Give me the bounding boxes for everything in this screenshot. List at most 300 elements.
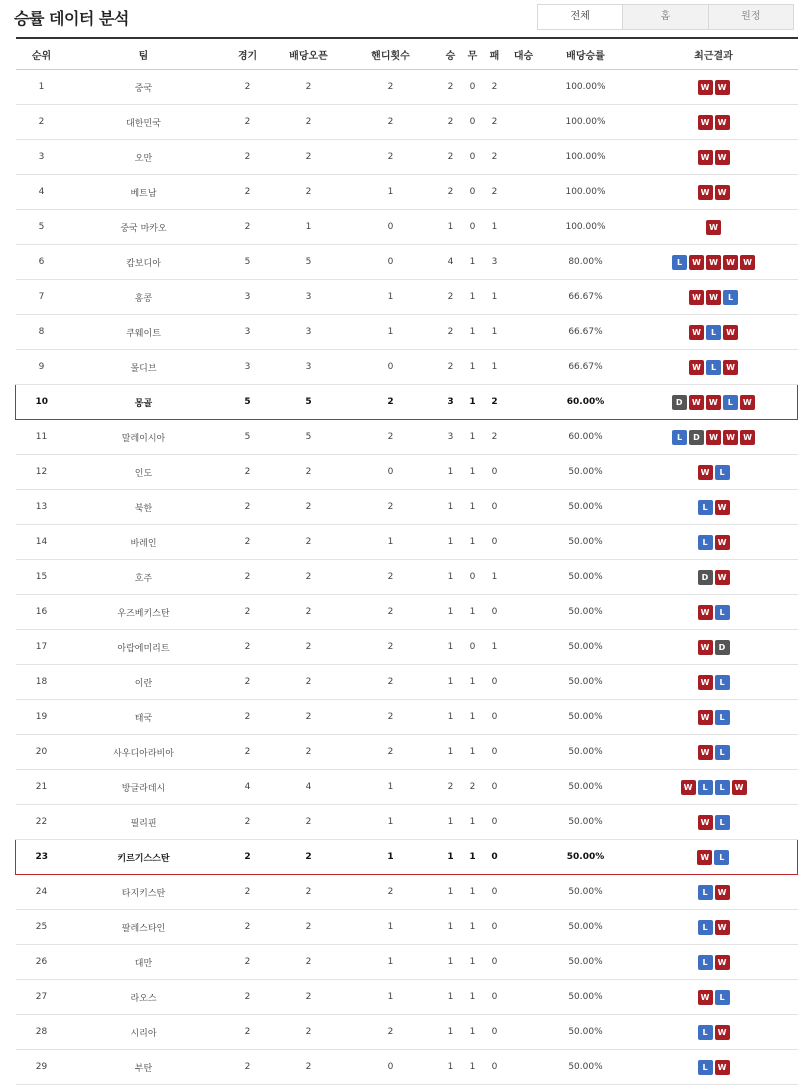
result-badge: W <box>689 395 704 410</box>
team-cell: 호주 <box>68 560 220 595</box>
result-badge: D <box>698 570 713 585</box>
handicap-count-cell: 2 <box>342 105 440 140</box>
recent-results-cell <box>630 980 798 1015</box>
odds-win-rate-cell: 50.00% <box>542 910 630 945</box>
table-row <box>16 140 798 175</box>
draw-cell: 0 <box>462 70 484 105</box>
rank-cell: 1 <box>16 70 68 105</box>
result-badge: L <box>715 780 730 795</box>
result-badge: L <box>715 815 730 830</box>
win-cell: 2 <box>440 315 462 350</box>
handicap-count-cell: 1 <box>342 980 440 1015</box>
handicap-count-cell: 0 <box>342 350 440 385</box>
rank-cell: 18 <box>16 665 68 700</box>
loss-cell: 0 <box>484 875 506 910</box>
games-cell: 2 <box>220 945 276 980</box>
result-badge: L <box>706 360 721 375</box>
big-win-cell <box>506 700 542 735</box>
table-row <box>16 420 798 455</box>
big-win-cell <box>506 945 542 980</box>
result-badge: D <box>689 430 704 445</box>
win-cell: 4 <box>440 245 462 280</box>
odds-win-rate-cell: 50.00% <box>542 735 630 770</box>
draw-cell: 1 <box>462 945 484 980</box>
odds-win-rate-cell: 50.00% <box>542 945 630 980</box>
result-badge: L <box>715 990 730 1005</box>
table-body <box>16 70 798 1085</box>
tab-away[interactable]: 원정 <box>708 5 793 29</box>
team-cell: 우즈베키스탄 <box>68 595 220 630</box>
team-cell: 중국 마카오 <box>68 210 220 245</box>
handicap-count-cell: 2 <box>342 735 440 770</box>
odds-win-rate-cell: 50.00% <box>542 980 630 1015</box>
recent-results-cell <box>630 595 798 630</box>
handicap-count-cell: 2 <box>342 595 440 630</box>
recent-results-cell <box>630 70 798 105</box>
table-row <box>16 735 798 770</box>
win-cell: 1 <box>440 1015 462 1050</box>
team-cell: 북한 <box>68 490 220 525</box>
rank-cell: 22 <box>16 805 68 840</box>
odds-win-rate-cell: 100.00% <box>542 70 630 105</box>
handicap-count-cell: 1 <box>342 525 440 560</box>
big-win-cell <box>506 280 542 315</box>
loss-cell: 2 <box>484 175 506 210</box>
recent-results-cell <box>630 350 798 385</box>
result-badge: L <box>714 850 729 865</box>
odds-open-cell: 3 <box>276 350 342 385</box>
team-cell: 필리핀 <box>68 805 220 840</box>
odds-open-cell: 2 <box>276 490 342 525</box>
games-cell: 2 <box>220 1050 276 1085</box>
rank-cell: 21 <box>16 770 68 805</box>
result-badge: W <box>740 255 755 270</box>
win-cell: 2 <box>440 350 462 385</box>
result-badge: W <box>715 535 730 550</box>
odds-win-rate-cell: 100.00% <box>542 210 630 245</box>
table-row <box>16 630 798 665</box>
games-cell: 2 <box>220 700 276 735</box>
odds-open-cell: 2 <box>276 805 342 840</box>
rank-cell: 19 <box>16 700 68 735</box>
team-cell: 몰디브 <box>68 350 220 385</box>
handicap-count-cell: 2 <box>342 490 440 525</box>
win-cell: 1 <box>440 560 462 595</box>
result-badge: W <box>715 885 730 900</box>
result-badge: W <box>706 430 721 445</box>
result-badge: W <box>723 325 738 340</box>
team-cell: 키르기스스탄 <box>68 840 220 875</box>
table-row <box>16 315 798 350</box>
draw-cell: 1 <box>462 980 484 1015</box>
table-row <box>16 385 798 420</box>
odds-win-rate-cell: 50.00% <box>542 455 630 490</box>
big-win-cell <box>506 980 542 1015</box>
win-cell: 2 <box>440 105 462 140</box>
big-win-cell <box>506 805 542 840</box>
handicap-count-cell: 2 <box>342 665 440 700</box>
games-cell: 2 <box>220 630 276 665</box>
result-badge: L <box>698 955 713 970</box>
team-cell: 아랍에미리트 <box>68 630 220 665</box>
result-badge: W <box>697 850 712 865</box>
handicap-count-cell: 2 <box>342 70 440 105</box>
loss-cell: 0 <box>484 805 506 840</box>
big-win-cell <box>506 455 542 490</box>
recent-results-cell <box>630 630 798 665</box>
loss-cell: 0 <box>484 525 506 560</box>
win-cell: 1 <box>440 875 462 910</box>
recent-results-cell <box>630 840 798 875</box>
odds-win-rate-cell: 50.00% <box>542 700 630 735</box>
result-badge: W <box>715 955 730 970</box>
loss-cell: 2 <box>484 105 506 140</box>
result-badge: W <box>698 150 713 165</box>
odds-win-rate-cell: 50.00% <box>542 770 630 805</box>
recent-results-cell <box>630 315 798 350</box>
rank-cell: 26 <box>16 945 68 980</box>
win-cell: 2 <box>440 770 462 805</box>
table-row <box>16 210 798 245</box>
handicap-count-cell: 0 <box>342 245 440 280</box>
loss-cell: 1 <box>484 630 506 665</box>
odds-open-cell: 2 <box>276 595 342 630</box>
col-odds-open: 배당오픈 <box>276 38 342 70</box>
result-badge: W <box>732 780 747 795</box>
win-cell: 1 <box>440 630 462 665</box>
odds-open-cell: 2 <box>276 105 342 140</box>
rank-cell: 16 <box>16 595 68 630</box>
win-cell: 1 <box>440 210 462 245</box>
rank-cell: 8 <box>16 315 68 350</box>
table-row <box>16 280 798 315</box>
win-cell: 1 <box>440 490 462 525</box>
draw-cell: 1 <box>462 280 484 315</box>
recent-results-cell <box>630 735 798 770</box>
col-loss: 패 <box>484 38 506 70</box>
result-badge: L <box>698 885 713 900</box>
rank-cell: 7 <box>16 280 68 315</box>
handicap-count-cell: 0 <box>342 210 440 245</box>
loss-cell: 0 <box>484 700 506 735</box>
odds-open-cell: 2 <box>276 700 342 735</box>
recent-results-cell <box>630 525 798 560</box>
team-cell: 오만 <box>68 140 220 175</box>
result-badge: D <box>715 640 730 655</box>
result-badge: L <box>698 535 713 550</box>
handicap-count-cell: 1 <box>342 770 440 805</box>
col-recent-results: 최근결과 <box>630 38 798 70</box>
result-badge: L <box>715 605 730 620</box>
big-win-cell <box>506 1015 542 1050</box>
loss-cell: 0 <box>484 595 506 630</box>
team-cell: 라오스 <box>68 980 220 1015</box>
team-cell: 말레이시아 <box>68 420 220 455</box>
result-badge: W <box>706 290 721 305</box>
rank-cell: 4 <box>16 175 68 210</box>
col-odds-win-rate: 배당승률 <box>542 38 630 70</box>
team-cell: 바레인 <box>68 525 220 560</box>
games-cell: 2 <box>220 805 276 840</box>
win-cell: 1 <box>440 665 462 700</box>
rank-cell: 20 <box>16 735 68 770</box>
handicap-count-cell: 2 <box>342 385 440 420</box>
big-win-cell <box>506 245 542 280</box>
result-badge: W <box>698 675 713 690</box>
loss-cell: 0 <box>484 490 506 525</box>
col-games: 경기 <box>220 38 276 70</box>
result-badge: W <box>715 500 730 515</box>
team-cell: 태국 <box>68 700 220 735</box>
games-cell: 2 <box>220 490 276 525</box>
result-badge: W <box>698 640 713 655</box>
big-win-cell <box>506 140 542 175</box>
games-cell: 3 <box>220 280 276 315</box>
rank-cell: 6 <box>16 245 68 280</box>
odds-open-cell: 2 <box>276 980 342 1015</box>
result-badge: L <box>698 920 713 935</box>
big-win-cell <box>506 175 542 210</box>
odds-open-cell: 2 <box>276 735 342 770</box>
handicap-count-cell: 1 <box>342 175 440 210</box>
result-badge: L <box>672 430 687 445</box>
recent-results-cell <box>630 210 798 245</box>
rank-cell: 14 <box>16 525 68 560</box>
team-cell: 타지키스탄 <box>68 875 220 910</box>
odds-open-cell: 2 <box>276 1050 342 1085</box>
draw-cell: 0 <box>462 560 484 595</box>
rank-cell: 29 <box>16 1050 68 1085</box>
table-row <box>16 105 798 140</box>
odds-win-rate-cell: 66.67% <box>542 315 630 350</box>
odds-open-cell: 2 <box>276 560 342 595</box>
games-cell: 4 <box>220 770 276 805</box>
recent-results-cell <box>630 140 798 175</box>
result-badge: W <box>698 465 713 480</box>
handicap-count-cell: 1 <box>342 910 440 945</box>
games-cell: 5 <box>220 420 276 455</box>
win-cell: 1 <box>440 595 462 630</box>
handicap-count-cell: 2 <box>342 875 440 910</box>
tab-home[interactable]: 홈 <box>622 5 707 29</box>
loss-cell: 0 <box>484 910 506 945</box>
recent-results-cell <box>630 1050 798 1085</box>
rank-cell: 3 <box>16 140 68 175</box>
team-cell: 사우디아라비아 <box>68 735 220 770</box>
odds-win-rate-cell: 50.00% <box>542 805 630 840</box>
big-win-cell <box>506 735 542 770</box>
result-badge: W <box>698 710 713 725</box>
table-row <box>16 840 798 875</box>
page-title: 승률 데이터 분석 <box>14 9 129 28</box>
draw-cell: 1 <box>462 700 484 735</box>
table-row <box>16 1015 798 1050</box>
result-badge: W <box>723 255 738 270</box>
table-row <box>16 245 798 280</box>
draw-cell: 0 <box>462 210 484 245</box>
big-win-cell <box>506 910 542 945</box>
result-badge: D <box>672 395 687 410</box>
loss-cell: 0 <box>484 455 506 490</box>
rank-cell: 11 <box>16 420 68 455</box>
draw-cell: 1 <box>462 455 484 490</box>
table-row <box>16 175 798 210</box>
loss-cell: 0 <box>484 840 506 875</box>
odds-win-rate-cell: 80.00% <box>542 245 630 280</box>
team-cell: 베트남 <box>68 175 220 210</box>
games-cell: 2 <box>220 175 276 210</box>
team-cell: 몽골 <box>68 385 220 420</box>
odds-win-rate-cell: 50.00% <box>542 490 630 525</box>
team-cell: 중국 <box>68 70 220 105</box>
games-cell: 2 <box>220 735 276 770</box>
big-win-cell <box>506 70 542 105</box>
rank-cell: 27 <box>16 980 68 1015</box>
loss-cell: 0 <box>484 665 506 700</box>
win-cell: 3 <box>440 420 462 455</box>
big-win-cell <box>506 105 542 140</box>
odds-win-rate-cell: 50.00% <box>542 875 630 910</box>
win-cell: 1 <box>440 525 462 560</box>
draw-cell: 1 <box>462 840 484 875</box>
loss-cell: 1 <box>484 210 506 245</box>
win-cell: 3 <box>440 385 462 420</box>
handicap-count-cell: 1 <box>342 840 440 875</box>
result-badge: W <box>715 185 730 200</box>
odds-open-cell: 2 <box>276 140 342 175</box>
result-badge: W <box>681 780 696 795</box>
handicap-count-cell: 2 <box>342 420 440 455</box>
recent-results-cell <box>630 560 798 595</box>
table-row <box>16 1050 798 1085</box>
loss-cell: 0 <box>484 770 506 805</box>
win-cell: 1 <box>440 735 462 770</box>
handicap-count-cell: 0 <box>342 455 440 490</box>
odds-open-cell: 3 <box>276 280 342 315</box>
result-badge: W <box>698 185 713 200</box>
odds-win-rate-cell: 50.00% <box>542 1015 630 1050</box>
odds-win-rate-cell: 100.00% <box>542 105 630 140</box>
games-cell: 3 <box>220 350 276 385</box>
rank-cell: 25 <box>16 910 68 945</box>
games-cell: 2 <box>220 665 276 700</box>
recent-results-cell <box>630 805 798 840</box>
team-cell: 캄보디아 <box>68 245 220 280</box>
col-big-win: 대승 <box>506 38 542 70</box>
team-cell: 이란 <box>68 665 220 700</box>
win-cell: 2 <box>440 175 462 210</box>
table-header-row <box>16 38 798 70</box>
recent-results-cell <box>630 770 798 805</box>
recent-results-cell <box>630 105 798 140</box>
big-win-cell <box>506 560 542 595</box>
recent-results-cell <box>630 245 798 280</box>
result-badge: L <box>698 1060 713 1075</box>
result-badge: W <box>715 920 730 935</box>
win-cell: 1 <box>440 910 462 945</box>
odds-win-rate-cell: 50.00% <box>542 1050 630 1085</box>
recent-results-cell <box>630 665 798 700</box>
games-cell: 2 <box>220 1015 276 1050</box>
table-row <box>16 945 798 980</box>
win-cell: 1 <box>440 805 462 840</box>
table-row <box>16 910 798 945</box>
big-win-cell <box>506 1050 542 1085</box>
odds-win-rate-cell: 100.00% <box>542 140 630 175</box>
handicap-count-cell: 1 <box>342 945 440 980</box>
result-badge: L <box>698 780 713 795</box>
handicap-count-cell: 2 <box>342 700 440 735</box>
odds-open-cell: 2 <box>276 630 342 665</box>
odds-win-rate-cell: 60.00% <box>542 385 630 420</box>
loss-cell: 2 <box>484 70 506 105</box>
draw-cell: 1 <box>462 315 484 350</box>
draw-cell: 1 <box>462 665 484 700</box>
loss-cell: 0 <box>484 735 506 770</box>
odds-open-cell: 2 <box>276 910 342 945</box>
loss-cell: 3 <box>484 245 506 280</box>
draw-cell: 1 <box>462 490 484 525</box>
table-row <box>16 595 798 630</box>
result-badge: W <box>689 360 704 375</box>
loss-cell: 2 <box>484 420 506 455</box>
result-badge: W <box>715 150 730 165</box>
odds-open-cell: 5 <box>276 420 342 455</box>
result-badge: W <box>715 1025 730 1040</box>
recent-results-cell <box>630 455 798 490</box>
handicap-count-cell: 2 <box>342 630 440 665</box>
handicap-count-cell: 1 <box>342 805 440 840</box>
handicap-count-cell: 2 <box>342 140 440 175</box>
win-cell: 1 <box>440 980 462 1015</box>
odds-open-cell: 2 <box>276 875 342 910</box>
result-badge: W <box>723 430 738 445</box>
win-cell: 2 <box>440 140 462 175</box>
recent-results-cell <box>630 280 798 315</box>
team-cell: 팔레스타인 <box>68 910 220 945</box>
rank-cell: 9 <box>16 350 68 385</box>
win-cell: 2 <box>440 70 462 105</box>
rank-cell: 17 <box>16 630 68 665</box>
loss-cell: 1 <box>484 315 506 350</box>
games-cell: 2 <box>220 910 276 945</box>
draw-cell: 0 <box>462 630 484 665</box>
odds-win-rate-cell: 60.00% <box>542 420 630 455</box>
odds-open-cell: 2 <box>276 455 342 490</box>
odds-open-cell: 2 <box>276 70 342 105</box>
odds-open-cell: 2 <box>276 945 342 980</box>
big-win-cell <box>506 595 542 630</box>
rank-cell: 24 <box>16 875 68 910</box>
recent-results-cell <box>630 910 798 945</box>
odds-open-cell: 2 <box>276 175 342 210</box>
odds-open-cell: 2 <box>276 840 342 875</box>
result-badge: W <box>706 395 721 410</box>
odds-win-rate-cell: 66.67% <box>542 280 630 315</box>
games-cell: 5 <box>220 245 276 280</box>
rank-cell: 10 <box>16 385 68 420</box>
result-badge: W <box>689 290 704 305</box>
result-badge: L <box>723 290 738 305</box>
result-badge: W <box>740 430 755 445</box>
col-handicap-count: 핸디횟수 <box>342 38 440 70</box>
odds-open-cell: 1 <box>276 210 342 245</box>
win-cell: 1 <box>440 700 462 735</box>
games-cell: 2 <box>220 210 276 245</box>
loss-cell: 1 <box>484 350 506 385</box>
big-win-cell <box>506 350 542 385</box>
tab-all[interactable]: 전체 <box>538 5 622 29</box>
